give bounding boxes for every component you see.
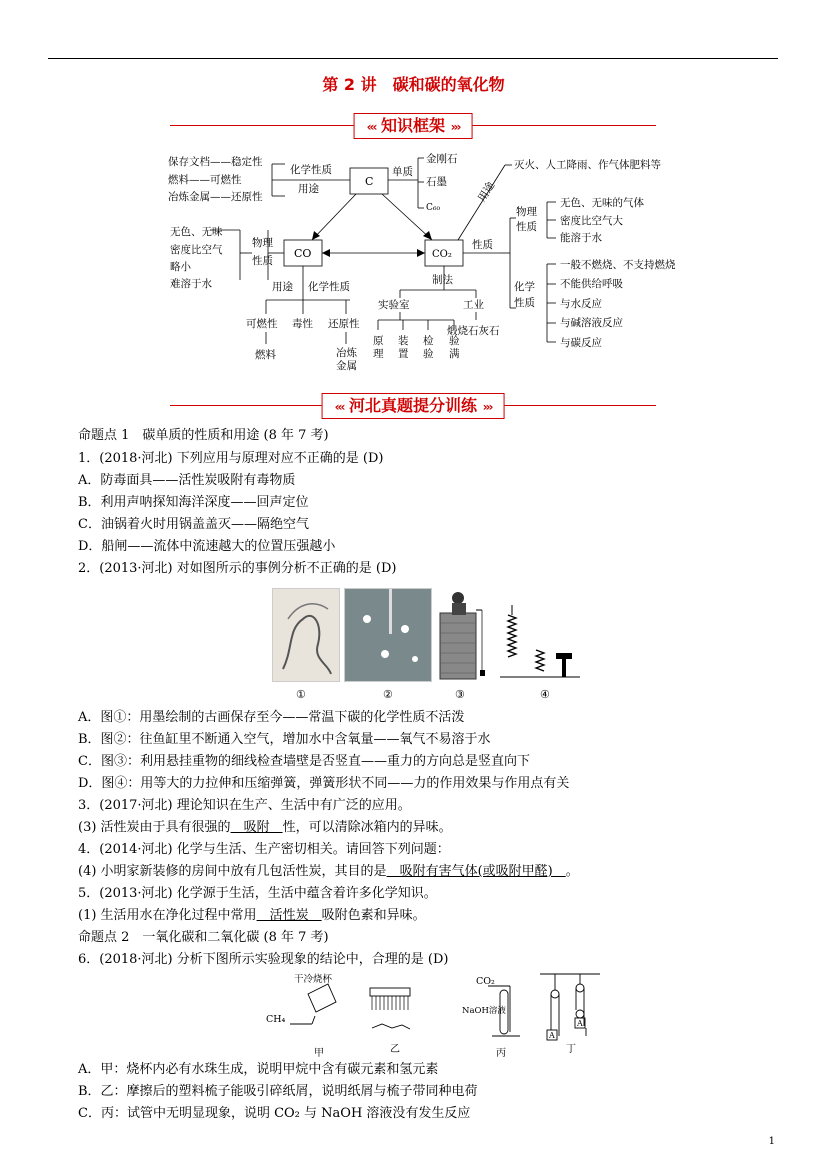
co-phys-2: 密度比空气: [170, 244, 223, 256]
q4-text-after: 。: [565, 864, 579, 879]
q5-stem: 5．(2013·河北) 化学源于生活，生活中蕴含着许多化学知识。: [78, 886, 437, 901]
q2-option-d: D．图④：用等大的力拉伸和压缩弹簧，弹簧形状不同——力的作用效果与作用点有关: [78, 776, 570, 791]
co-chem-label: 化学性质: [308, 281, 350, 293]
label-co2: CO₂: [476, 976, 495, 987]
co-phys-3: 略小: [170, 261, 191, 273]
section-banner-training: ‹‹‹ 河北真题提分训练 ›››: [170, 393, 656, 419]
q5-text-after: 吸附色素和异味。: [321, 908, 426, 923]
banner-title-2: 河北真题提分训练: [348, 396, 478, 415]
lab-item-1a: 原: [373, 335, 384, 347]
node-c: C: [365, 175, 374, 188]
section-banner-framework: ‹‹‹ 知识框架 ›››: [170, 113, 656, 139]
page-number: 1: [768, 1136, 775, 1147]
q1-option-c: C．油锅着火时用锅盖盖灭——隔绝空气: [78, 517, 309, 532]
c-left-1: 保存文档——稳定性: [168, 156, 263, 168]
node-co2: CO₂: [432, 249, 452, 260]
q6-stem: 6．(2018·河北) 分析下图所示实验现象的结论中，合理的是 (D): [78, 952, 449, 967]
co2-phys-label-2: 性质: [516, 221, 537, 233]
topic-2-heading: 命题点 2 一氧化碳和二氧化碳 (8 年 7 考): [78, 930, 329, 945]
caption-jia: 甲: [314, 1048, 324, 1059]
lab-item-4a: 验: [449, 335, 460, 347]
label-weight-a1: A: [549, 1031, 555, 1040]
figure-q2-fishtank: [344, 588, 432, 682]
figure-q2-caption-2: ②: [383, 688, 393, 701]
label-naoh: NaOH溶液: [462, 1006, 506, 1016]
c-item-3: C₆₀: [426, 203, 441, 213]
co2-method-label: 制法: [432, 274, 453, 286]
q4-answer: 吸附有害气体(或吸附甲醛): [386, 864, 566, 879]
lab-item-2a: 装: [398, 335, 409, 347]
label-ch4: CH₄: [266, 1014, 286, 1025]
co-prop-1: 可燃性: [246, 318, 278, 330]
co2-chem-label-1: 化学: [514, 281, 535, 293]
figure-q2-caption-1: ①: [296, 688, 306, 701]
lab-item-2b: 置: [398, 348, 409, 360]
co-use-3: 金属: [336, 360, 357, 372]
c-item-1: 金刚石: [426, 153, 458, 165]
node-co: CO: [294, 247, 312, 260]
q1-option-a: A．防毒面具——活性炭吸附有毒物质: [78, 473, 296, 488]
c-label-chem: 化学性质: [290, 164, 332, 176]
q1-option-b: B．利用声呐探知海洋深度——回声定位: [78, 495, 309, 510]
q5-sub: [78, 908, 426, 924]
co2-chem-4: 与碱溶液反应: [560, 317, 623, 329]
figure-q2-springs: [500, 605, 580, 680]
co2-phys-3: 能溶于水: [560, 232, 602, 244]
q2-option-a: A．图①：用墨绘制的古画保存至今——常温下碳的化学性质不活泼: [78, 710, 465, 725]
q5-text-before: (1) 生活用水在净化过程中常用: [78, 908, 257, 923]
figure-q2-caption-4: ④: [540, 688, 550, 701]
co2-phys-1: 无色、无味的气体: [560, 197, 644, 209]
figure-q2-caption-3: ③: [455, 688, 465, 701]
q3-text-after: 性，可以清除冰箱内的异味。: [282, 820, 452, 835]
header-rule: [48, 58, 778, 59]
c-label-use: 用途: [298, 183, 319, 195]
caption-bing: 丙: [496, 1048, 506, 1059]
co2-industry-label: 工业: [463, 299, 484, 311]
figure-q2-wall: [436, 588, 490, 680]
q6-option-a: A．甲：烧杯内必有水珠生成，说明甲烷中含有碳元素和氢元素: [78, 1062, 439, 1077]
co2-chem-3: 与水反应: [560, 298, 602, 310]
co-use-label: 用途: [272, 281, 293, 293]
q1-option-d: D．船闸——流体中流速越大的位置压强越小: [78, 539, 336, 554]
banner-title: 知识框架: [380, 116, 446, 135]
co2-prop-label: 性质: [472, 239, 493, 251]
q2-stem: 2．(2013·河北) 对如图所示的事例分析不正确的是 (D): [78, 561, 397, 576]
q6-option-c: C．丙：试管中无明显现象，说明 CO₂ 与 NaOH 溶液没有发生反应: [78, 1106, 471, 1121]
co2-use-text: 灭火、人工降雨、作气体肥料等: [514, 159, 661, 171]
topic-1-heading: 命题点 1 碳单质的性质和用途 (8 年 7 考): [78, 428, 329, 443]
lab-item-3a: 检: [423, 335, 434, 347]
co2-chem-2: 不能供给呼吸: [560, 278, 623, 290]
lab-item-3b: 验: [423, 348, 434, 360]
co2-phys-2: 密度比空气大: [560, 215, 623, 227]
q3-text-before: (3) 活性炭由于具有很强的: [78, 820, 231, 835]
co-prop-2: 毒性: [292, 318, 313, 330]
caption-ding: 丁: [566, 1044, 576, 1055]
q5-answer: 活性炭: [256, 908, 322, 923]
q4-stem: 4．(2014·河北) 化学与生活、生产密切相关。请回答下列问题：: [78, 842, 450, 857]
q3-stem: 3．(2017·河北) 理论知识在生产、生活中有广泛的应用。: [78, 798, 411, 813]
co-use-2: 冶炼: [336, 347, 357, 359]
knowledge-diagram: [0, 140, 827, 380]
q2-option-b: B．图②：往鱼缸里不断通入空气，增加水中含氧量——氧气不易溶于水: [78, 732, 491, 747]
c-left-2: 燃料——可燃性: [168, 174, 242, 186]
q3-sub: [78, 820, 452, 836]
c-item-2: 石墨: [426, 176, 447, 188]
q4-sub: [78, 864, 579, 880]
co2-use-label: 用途: [475, 179, 498, 205]
q3-answer: 吸附: [230, 820, 283, 835]
figure-q2-painting: [272, 588, 340, 682]
q1-stem: 1．(2018·河北) 下列应用与原理对应不正确的是 (D): [78, 451, 384, 466]
co2-industry-item: 煅烧石灰石: [447, 325, 500, 337]
co-use-1: 燃料: [255, 349, 276, 361]
q6-option-b: B．乙：摩擦后的塑料梳子能吸引碎纸屑，说明纸屑与梳子带同种电荷: [78, 1084, 478, 1099]
page-title: 第 2 讲 碳和碳的氧化物: [322, 75, 505, 94]
co-prop-3: 还原性: [328, 318, 360, 330]
q2-option-c: C．图③：利用悬挂重物的细线检查墙壁是否竖直——重力的方向总是竖直向下: [78, 754, 530, 769]
co-phys-1: 无色、无味: [170, 226, 223, 238]
co-phys-label-2: 性质: [252, 255, 273, 267]
label-cold-beaker: 干冷烧杯: [294, 974, 333, 985]
lab-item-1b: 理: [373, 348, 384, 360]
co-phys-label-1: 物理: [252, 237, 273, 249]
q4-text-before: (4) 小明家新装修的房间中放有几包活性炭，其目的是: [78, 864, 387, 879]
c-danzhi: 单质: [392, 166, 413, 178]
co2-chem-5: 与碳反应: [560, 337, 602, 349]
co2-chem-label-2: 性质: [514, 297, 535, 309]
co2-phys-label-1: 物理: [516, 206, 537, 218]
caption-yi: 乙: [390, 1044, 400, 1055]
label-weight-a2: A: [577, 1019, 583, 1028]
co-phys-4: 难溶于水: [170, 278, 212, 290]
co2-chem-1: 一般不燃烧、不支持燃烧: [560, 259, 676, 271]
lab-item-4b: 满: [449, 348, 460, 360]
c-left-3: 冶炼金属——还原性: [168, 191, 263, 203]
co2-lab-items: [373, 334, 460, 360]
co2-lab-label: 实验室: [378, 299, 410, 311]
